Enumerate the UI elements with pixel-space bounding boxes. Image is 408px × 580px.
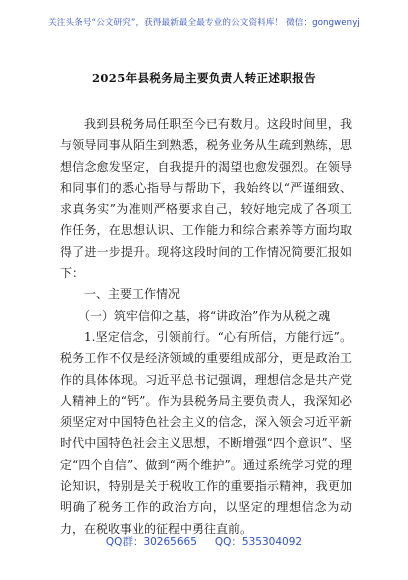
document-body <box>60 114 352 540</box>
footer-qq-group: QQ群：30265665 <box>105 536 197 548</box>
footer-qq: QQ：535304092 <box>214 536 303 548</box>
section-heading: 一、主要工作情况 <box>84 287 181 302</box>
document-title: 2025年县税务局主要负责人转正述职报告 <box>91 71 316 85</box>
footer-contact <box>0 534 408 549</box>
point-paragraph: 1.坚定信念，引领前行。“心有所信，方能行远”。税务工作不仅是经济领域的重要组成部分，更是政治工作的具体体现。习近平总书记强调，理想信念是共产党人精神上的“钙”。作为县税务局主要负责人，我深知必须坚定对中国特色社会主义的信念，深入领会习近平新时代中国特色社会主义思想，不断增强“四个意识”、坚定“四个自信”、做到“两个维护”。通过系统学习党的理论知识，特别是关于税收工作的重要指示精神，我更加明确了税务工作的政治方向，以坚定的理想信念为动力，在税收事业的征程中勇往直前。 <box>60 329 352 536</box>
intro-paragraph: 我到县税务局任职至今已有数月。这段时间里，我与领导同事从陌生到熟悉，税务业务从生疏到熟练，思想信念愈发坚定，自我提升的渴望也愈发强烈。在领导和同事们的悉心指导与帮助下，我始终以“严谨细致、求真务实”为准则严格要求自己，较好地完成了各项工作任务，在思想认识、工作能力和综合素养等方面均取得了进一步提升。现将这段时间的工作情况简要汇报如下： <box>60 117 352 281</box>
header-banner: 关注头条号“公文研究”，获得最新最全最专业的公文资料库！ 微信：gongwenyj <box>48 18 360 28</box>
subsection-heading: （一）筑牢信仰之基，将“讲政治”作为从税之魂 <box>78 308 331 323</box>
